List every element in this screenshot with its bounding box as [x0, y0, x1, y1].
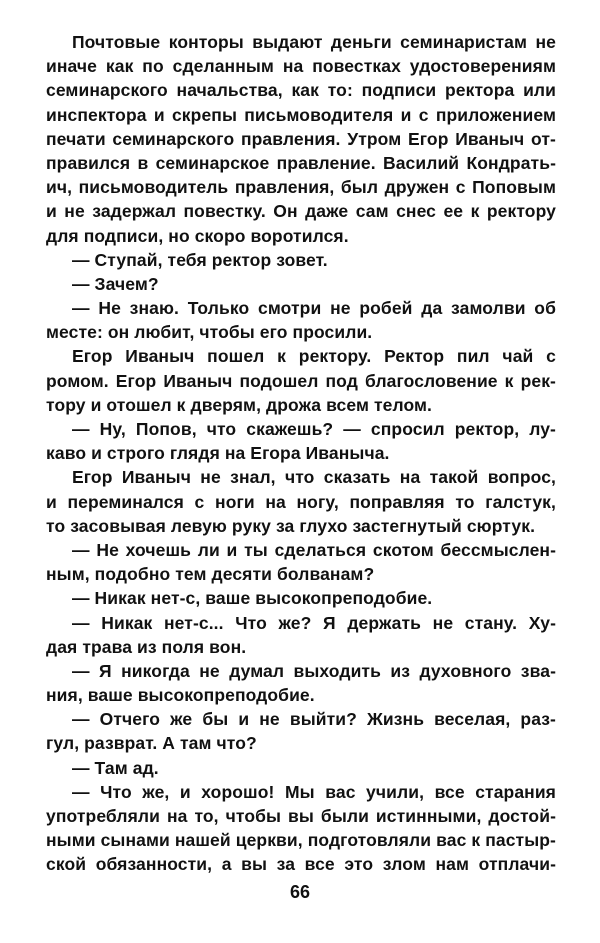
text-line: — Никак нет-с... Что же? Я держать не стану. Ху- [72, 612, 556, 633]
text-line: — Зачем? [72, 273, 159, 294]
text-line: ской обязанности, а вы за все это злом нам отплачи- [46, 854, 556, 875]
text-line: — Я никогда не думал выходить из духовного зва- [72, 660, 556, 681]
text-line: ромом. Егор Иваныч подошел под благословение к рек- [46, 370, 556, 391]
page-text [46, 30, 556, 875]
text-line: Егор Иваныч пошел к ректору. Ректор пил чай с [72, 346, 556, 367]
text-line: и переминался с ноги на ногу, поправляя то галстук, [46, 491, 556, 512]
text-line: для подписи, но скоро воротился. [46, 225, 349, 246]
text-line: — Ну, Попов, что скажешь? — спросил ректор, лу- [72, 419, 556, 439]
text-line: и не задержал повестку. Он даже сам снес ее к ректору [46, 201, 556, 222]
text-line: — Не знаю. Только смотри не робей да замолви об [72, 298, 556, 319]
text-line: ными сынами нашей церкви, подготовляли вас к пастыр- [46, 830, 556, 851]
text-line: — Никак нет-с, ваше высокопреподобие. [72, 588, 433, 609]
text-line: иначе как по сделанным на повестках удостоверениям [46, 56, 556, 77]
text-line: тору и отошел к дверям, дрожа всем телом. [46, 394, 433, 415]
text-line: Егор Иваныч не знал, что сказать на такой вопрос, [72, 467, 556, 488]
text-line: инспектора и скрепы письмоводителя и с приложением [46, 104, 556, 125]
text-line: то засовывая левую руку за глухо застегнутый сюртук. [46, 515, 536, 536]
text-line: семинарского начальства, как то: подписи ректора или [46, 80, 556, 101]
text-line: гул, разврат. А там что? [46, 733, 257, 754]
text-line: ния, ваше высокопреподобие. [46, 685, 315, 706]
text-line: месте: он любит, чтобы его просили. [46, 322, 373, 343]
text-line: Почтовые конторы выдают деньги семинаристам не [72, 32, 556, 52]
text-line: — Что же, и хорошо! Мы вас учили, все старания [72, 781, 556, 802]
text-line: печати семинарского правления. Утром Егор Иваныч от- [46, 128, 556, 149]
text-line: дая трава из поля вон. [46, 636, 247, 657]
text-line: употребляли на то, чтобы вы были истинными, достой- [46, 806, 556, 826]
text-line: — Отчего же бы и не выйти? Жизнь веселая, раз- [72, 709, 556, 730]
page-number: 66 [289, 882, 311, 902]
text-line: — Там ад. [72, 757, 159, 778]
text-line: — Не хочешь ли и ты сделаться скотом бессмыслен- [72, 539, 556, 560]
text-line: правился в семинарское правление. Василий Кондрать- [46, 152, 556, 173]
text-line: ич, письмоводитель правления, был дружен с Поповым [46, 177, 556, 198]
text-line: — Ступай, тебя ректор зовет. [72, 249, 328, 270]
text-line: каво и строго глядя на Егора Иваныча. [46, 443, 390, 464]
text-line: ным, подобно тем десяти болванам? [46, 564, 375, 585]
